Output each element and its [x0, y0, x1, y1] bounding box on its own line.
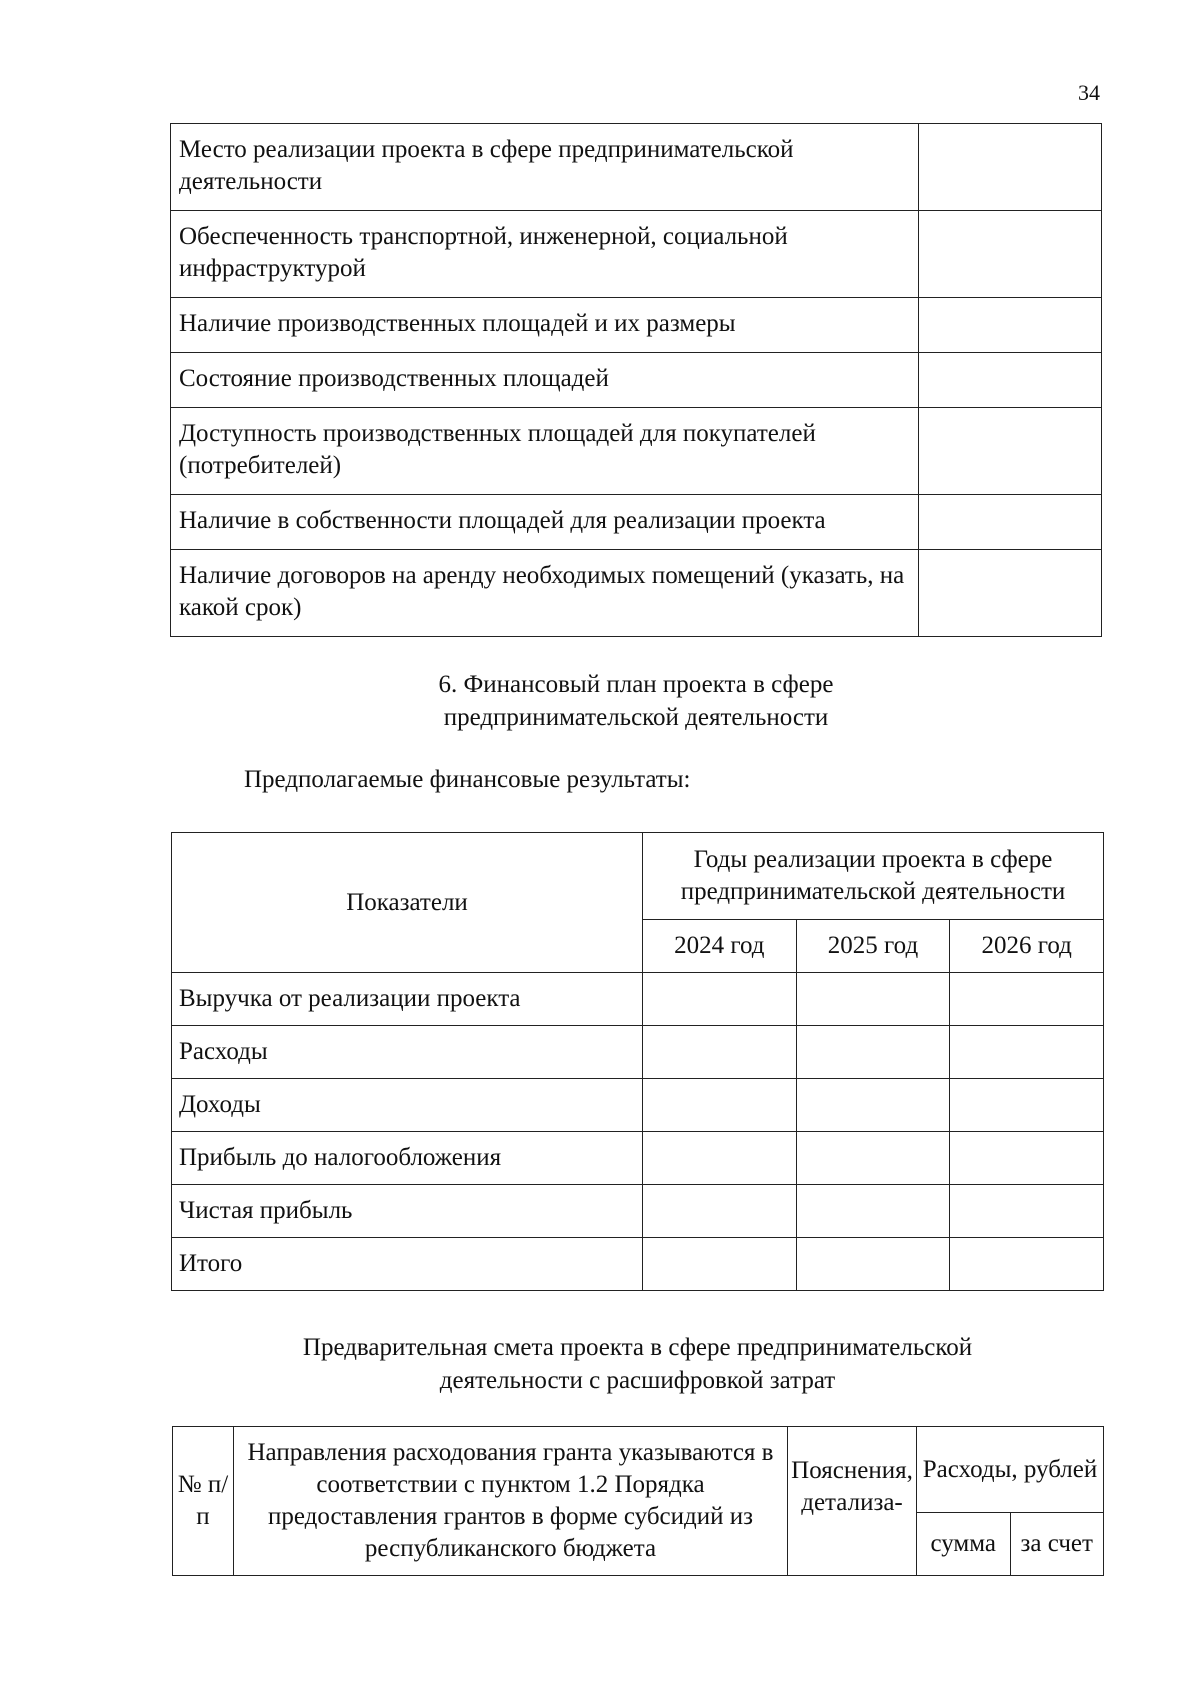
row-label: Расходы — [172, 1026, 643, 1079]
value-cell — [919, 124, 1102, 211]
header-account: за счет — [1010, 1513, 1104, 1576]
header-expenses: Расходы, рублей — [917, 1427, 1104, 1513]
value-cell — [643, 1026, 797, 1079]
row-label: Чистая прибыль — [172, 1185, 643, 1238]
value-cell — [796, 973, 950, 1026]
header-explanation: Пояснения, детализа- — [788, 1427, 917, 1576]
value-cell — [919, 353, 1102, 408]
estimate-title-line: деятельности с расшифровкой затрат — [439, 1367, 836, 1394]
value-cell — [950, 973, 1104, 1026]
header-direction: Направления расходования гранта указываются в соответствии с пунктом 1.2 Порядка предоставления грантов в форме субсидий из республиканского бюджета — [234, 1427, 788, 1576]
financial-results-table — [171, 832, 1104, 1291]
row-label: Доходы — [172, 1079, 643, 1132]
table-row — [171, 495, 1102, 550]
section-title-line: предпринимательской деятельности — [443, 704, 829, 731]
header-sum: сумма — [917, 1513, 1011, 1576]
results-caption: Предполагаемые финансовые результаты: — [244, 766, 691, 793]
row-label: Место реализации проекта в сфере предпринимательской деятельности — [171, 124, 919, 211]
row-label: Наличие в собственности площадей для реализации проекта — [171, 495, 919, 550]
value-cell — [796, 1026, 950, 1079]
table-row — [171, 408, 1102, 495]
row-label: Прибыль до налогообложения — [172, 1132, 643, 1185]
section-title — [170, 668, 1102, 734]
row-label: Доступность производственных площадей для покупателей (потребителей) — [171, 408, 919, 495]
value-cell — [643, 1132, 797, 1185]
value-cell — [919, 495, 1102, 550]
page-number: 34 — [1078, 80, 1100, 105]
value-cell — [796, 1079, 950, 1132]
value-cell — [643, 1238, 797, 1291]
value-cell — [919, 298, 1102, 353]
header-years: Годы реализации проекта в сфере предпринимательской деятельности — [643, 833, 1104, 920]
value-cell — [919, 550, 1102, 637]
header-year-2026: 2026 год — [950, 920, 1104, 973]
table-row — [172, 1185, 1104, 1238]
table-row — [172, 1026, 1104, 1079]
estimate-title — [171, 1331, 1104, 1397]
value-cell — [919, 211, 1102, 298]
header-year-2024: 2024 год — [643, 920, 797, 973]
table-row — [172, 1238, 1104, 1291]
value-cell — [950, 1185, 1104, 1238]
value-cell — [643, 1185, 797, 1238]
row-label: Наличие договоров на аренду необходимых помещений (указать, на какой срок) — [171, 550, 919, 637]
table-row — [171, 124, 1102, 211]
value-cell — [919, 408, 1102, 495]
estimate-table — [172, 1426, 1104, 1576]
estimate-title-line: Предварительная смета проекта в сфере предпринимательской — [302, 1334, 973, 1361]
row-label: Выручка от реализации проекта — [172, 973, 643, 1026]
table-header-row — [173, 1427, 1104, 1513]
table-row — [171, 550, 1102, 637]
row-label: Наличие производственных площадей и их размеры — [171, 298, 919, 353]
section-title-line: 6. Финансовый план проекта в сфере — [438, 671, 834, 698]
value-cell — [950, 1079, 1104, 1132]
table-row — [172, 1079, 1104, 1132]
project-location-table — [170, 123, 1102, 637]
header-indicators: Показатели — [172, 833, 643, 973]
table-row — [171, 298, 1102, 353]
value-cell — [643, 1079, 797, 1132]
table-row — [171, 211, 1102, 298]
value-cell — [643, 973, 797, 1026]
header-year-2025: 2025 год — [796, 920, 950, 973]
row-label: Состояние производственных площадей — [171, 353, 919, 408]
row-label: Обеспеченность транспортной, инженерной, социальной инфраструктурой — [171, 211, 919, 298]
value-cell — [950, 1026, 1104, 1079]
row-label: Итого — [172, 1238, 643, 1291]
table-header-row — [172, 833, 1104, 920]
table-row — [171, 353, 1102, 408]
table-row — [172, 973, 1104, 1026]
value-cell — [950, 1238, 1104, 1291]
value-cell — [950, 1132, 1104, 1185]
value-cell — [796, 1238, 950, 1291]
header-number: № п/п — [173, 1427, 234, 1576]
value-cell — [796, 1185, 950, 1238]
table-row — [172, 1132, 1104, 1185]
value-cell — [796, 1132, 950, 1185]
